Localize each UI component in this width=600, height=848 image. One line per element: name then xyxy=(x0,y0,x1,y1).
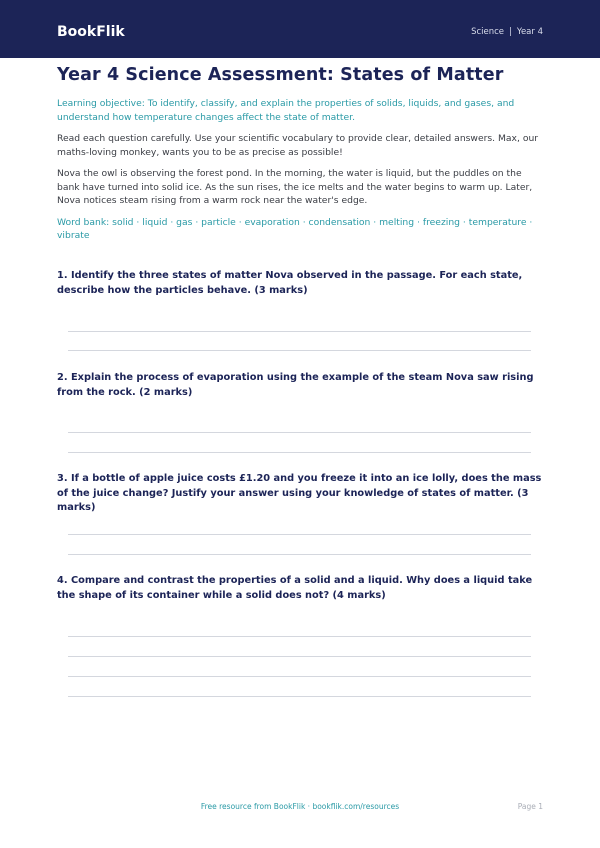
page-number: Page 1 xyxy=(517,802,543,811)
header-meta xyxy=(471,27,543,38)
answer-line[interactable] xyxy=(68,696,531,697)
word-bank: Word bank: solid · liquid · gas · particle · evaporation · condensation · melting · freezing · temperature · vibrate xyxy=(57,216,533,241)
answer-line[interactable] xyxy=(68,350,531,351)
page-footer xyxy=(0,802,600,814)
question-4 xyxy=(57,574,543,603)
question-3 xyxy=(57,472,543,516)
answer-line[interactable] xyxy=(68,554,531,555)
answer-line[interactable] xyxy=(68,534,531,535)
story-passage: Nova the owl is observing the forest pond. In the morning, the water is liquid, but the puddles on the bank have turned into solid ice. As the sun rises, the ice melts and the water begins to warm up. Later, Nova notices steam rising from a warm rock near the water's edge. xyxy=(57,168,533,206)
instructions-text: Read each question carefully. Use your scientific vocabulary to provide clear, detailed answers. Max, our maths-loving monkey, wants you to be as precise as possible! xyxy=(57,133,539,158)
page-header xyxy=(0,0,600,58)
question-text: 2. Explain the process of evaporation using the example of the steam Nova saw rising from the rock. (2 marks) xyxy=(57,372,534,398)
page-title: Year 4 Science Assessment: States of Matter xyxy=(57,65,504,85)
question-2 xyxy=(57,371,543,400)
intro-section xyxy=(57,64,543,243)
answer-line[interactable] xyxy=(68,452,531,453)
answer-line[interactable] xyxy=(68,676,531,677)
answer-line[interactable] xyxy=(68,432,531,433)
answer-line[interactable] xyxy=(68,636,531,637)
question-1 xyxy=(57,269,543,298)
footer-source: Free resource from BookFlik · bookflik.com/resources xyxy=(200,802,400,811)
question-text: 1. Identify the three states of matter Nova observed in the passage. For each state, describe how the particles behave. (3 marks) xyxy=(57,270,523,296)
year-label: Year 4 xyxy=(516,27,543,37)
question-text: 4. Compare and contrast the properties of a solid and a liquid. Why does a liquid take the shape of its container while a solid does not? (4 marks) xyxy=(57,575,533,601)
brand-logo: BookFlik xyxy=(57,24,125,40)
answer-line[interactable] xyxy=(68,331,531,332)
learning-objective: Learning objective: To identify, classify, and explain the properties of solids, liquids, and gases, and understand how temperature changes affect the state of matter. xyxy=(57,98,515,123)
question-text: 3. If a bottle of apple juice costs £1.20 and you freeze it into an ice lolly, does the mass of the juice change? Justify your answer using your knowledge of states of matter. (3 marks) xyxy=(57,473,542,513)
subject-label: Science xyxy=(471,27,505,37)
meta-separator: | xyxy=(509,27,512,37)
answer-line[interactable] xyxy=(68,656,531,657)
